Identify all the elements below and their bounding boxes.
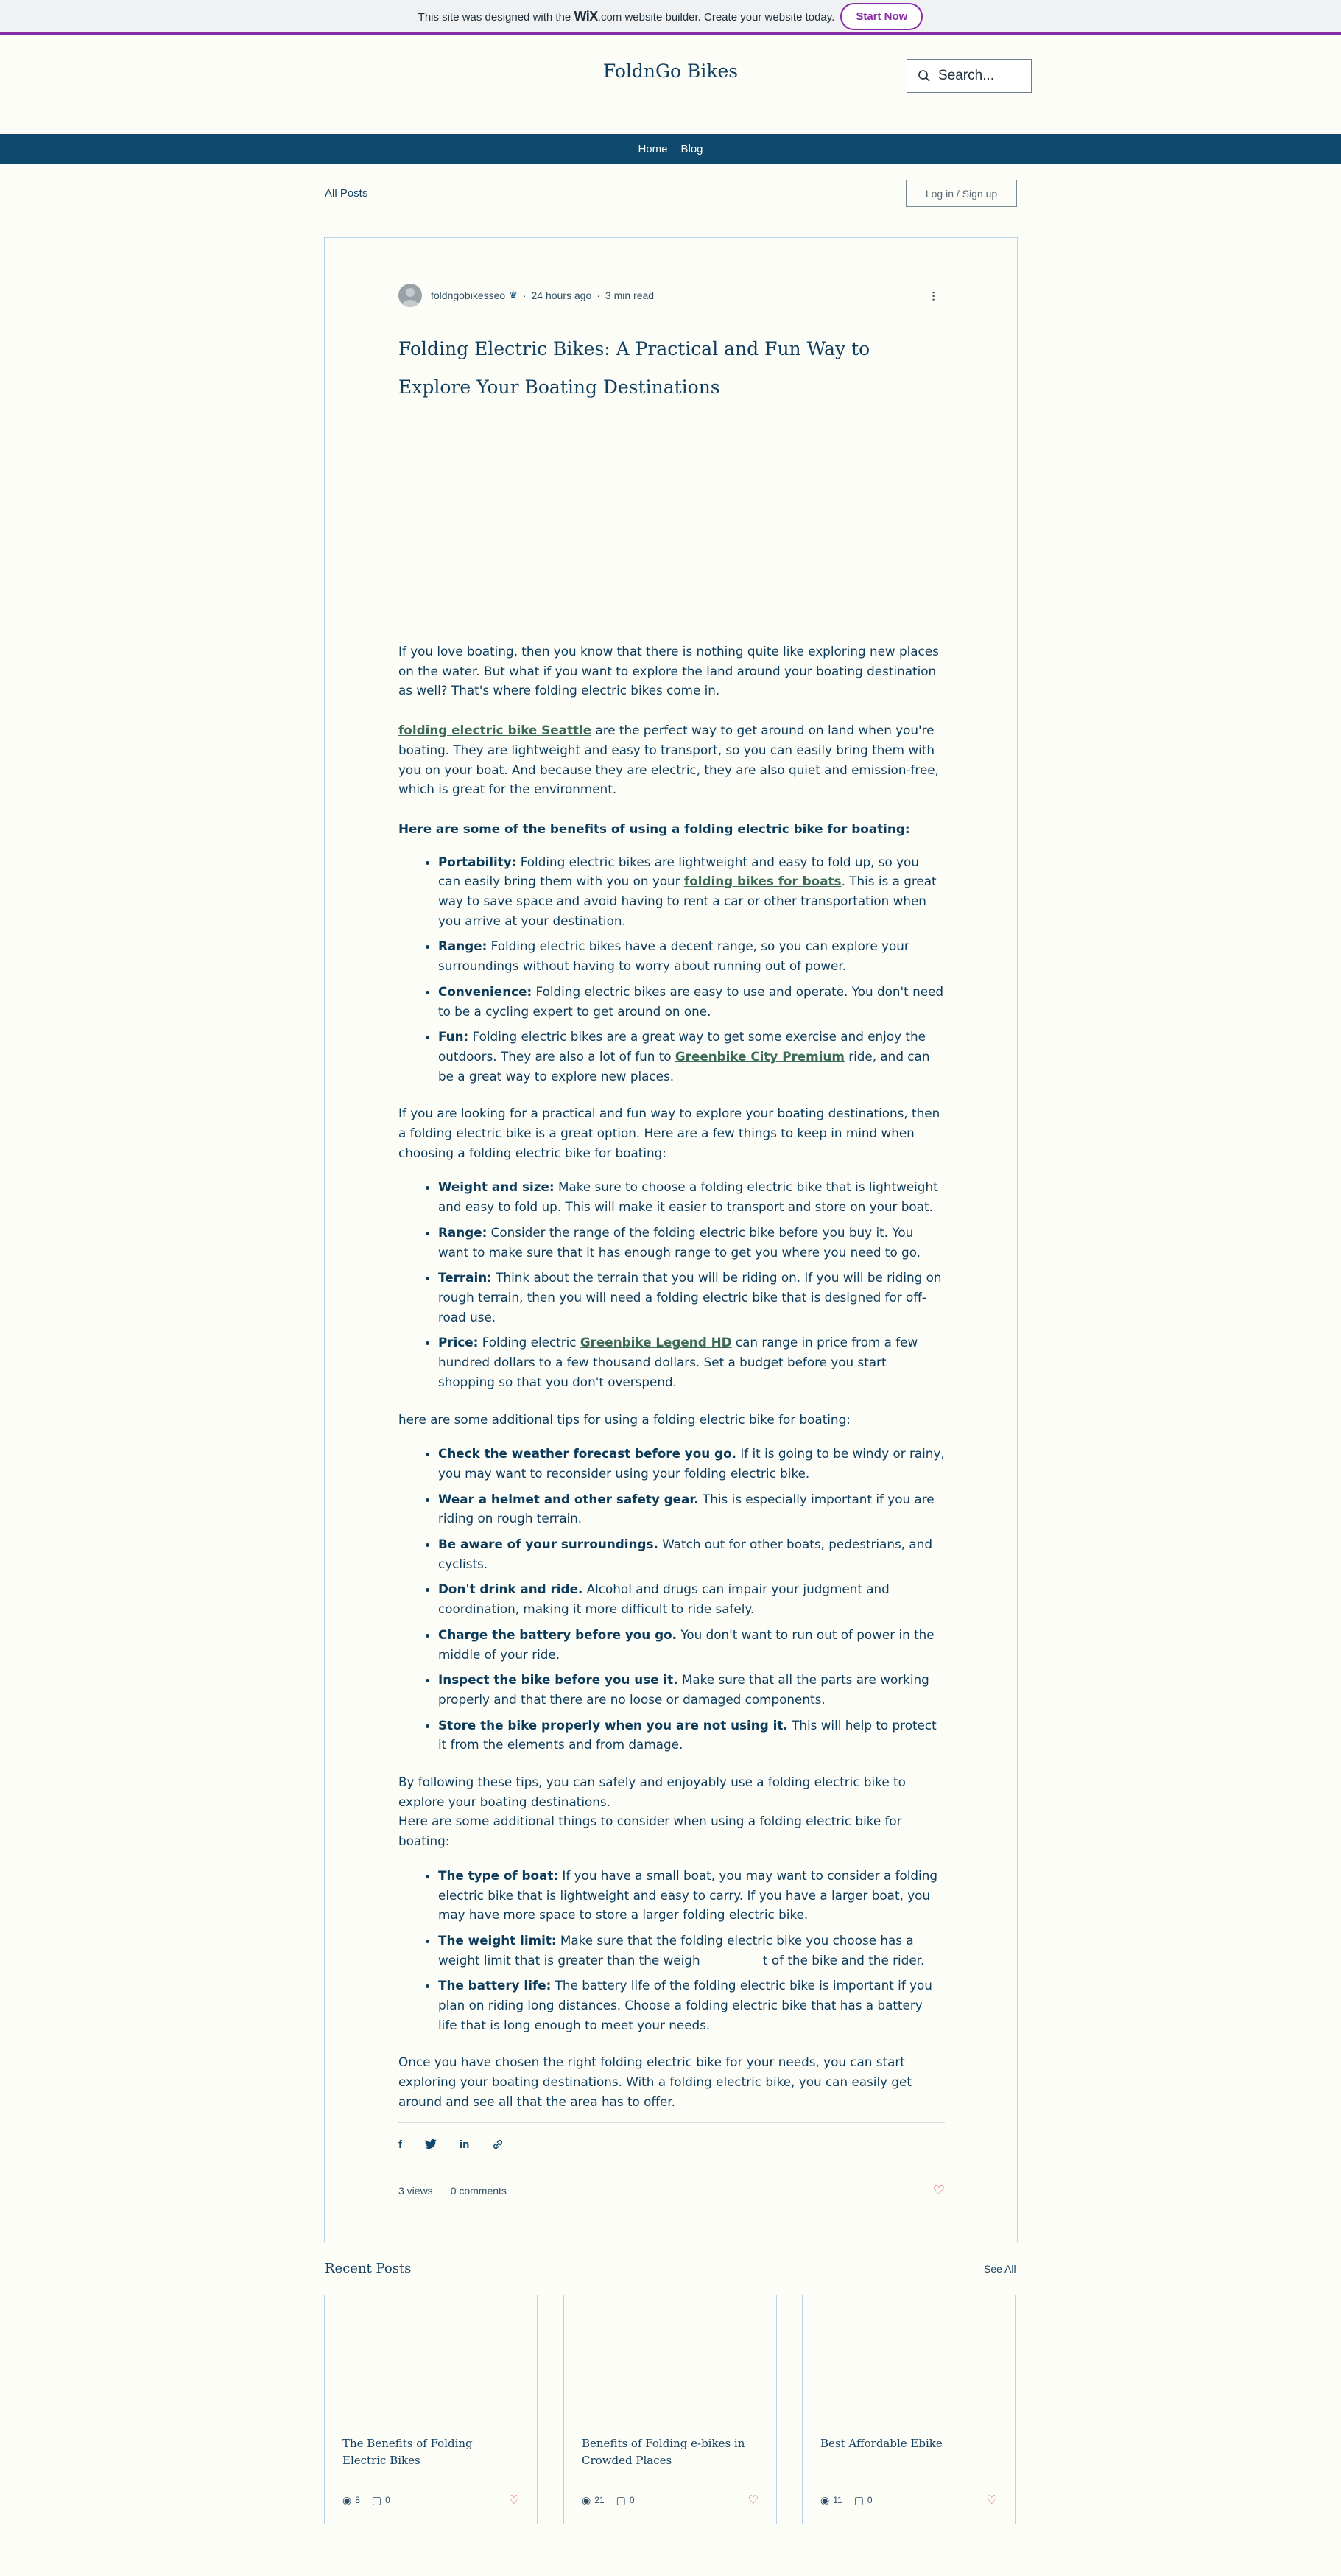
item-label: Range: [438,938,488,954]
item-text: Think about the terrain that you will be riding on. If you will be riding on rough terrain, then you will need a folding electric bike that is designed for off-road use. [438,1270,942,1324]
post-paragraph: If you are looking for a practical and fun way to explore your boating destinations, then a folding electric bike is a great option. Here are a few things to keep in mind when choosing a folding electric bike for boating: [398,1106,940,1160]
post-card [324,237,1018,2242]
item-text: Make sure that all the parts are working properly and that there are no loose or damaged components. [438,1672,929,1707]
list-item [438,982,945,1021]
item-text: Make sure that the folding electric bike you choose has a weight limit that is greater than the weigh t of the bike and the rider. [438,1932,925,1968]
post-paragraph [398,720,945,799]
paragraph-text: are the perfect way to get around on land when you're boating. They are lightweight and easy to transport, so you can easily bring them with you on your boat. And because they are electric, they are also quiet and emission-free, which is great for the environment. [398,723,939,797]
item-label: The weight limit: [438,1932,557,1948]
list-item [438,1716,945,1755]
item-label: Check the weather forecast before you go. [438,1446,736,1461]
eye-icon: ◉ [582,2493,591,2506]
item-label: Convenience: [438,983,532,999]
list-item [438,1976,945,2035]
benefits-heading: Here are some of the benefits of using a folding electric bike for boating: [398,821,910,836]
recent-post-card[interactable] [563,2295,777,2524]
search-icon [918,69,931,83]
wix-banner-text [418,9,835,24]
nav-item-blog[interactable]: Blog [680,142,703,155]
item-label: Charge the battery before you go. [438,1626,677,1642]
views-count: 11 [833,2495,842,2505]
meta-separator: · [522,289,527,301]
item-label: Store the bike properly when you are not using it. [438,1717,788,1733]
list-item [438,1625,945,1664]
list-item [438,1027,945,1086]
choose-list [438,1177,945,1391]
post-paragraph: Once you have chosen the right folding electric bike for your needs, you can start exploring your boating destinations. With a folding electric bike, you can easily get around and see all that the area has to offer. [398,2054,912,2109]
recent-post-title[interactable]: The Benefits of Folding Electric Bikes [342,2437,473,2467]
post-paragraph: By following these tips, you can safely and enjoyably use a folding electric bike to explore your boating destinations. [398,1775,906,1809]
list-item [438,936,945,975]
item-label: The type of boat: [438,1867,559,1883]
heart-icon[interactable]: ♡ [508,2494,519,2507]
eye-icon: ◉ [820,2493,830,2506]
link-icon[interactable] [491,2138,504,2151]
item-text: Folding electric bikes have a decent range, so you can explore your surroundings without having to worry about running out of power. [438,938,909,974]
recent-posts-heading: Recent Posts [325,2261,412,2276]
item-label: Weight and size: [438,1179,555,1195]
recent-post-title[interactable]: Best Affordable Ebike [820,2437,943,2450]
comment-icon: ▢ [853,2493,864,2506]
item-text: Make sure to choose a folding electric bike that is lightweight and easy to fold up. This will make it easier to transport and store on your boat. [438,1179,938,1215]
item-label: Inspect the bike before you use it. [438,1672,678,1688]
inline-link[interactable]: folding bikes for boats [683,874,842,889]
banner-text-after: .com website builder. Create your website today. [597,10,835,24]
wix-logo: WiX [574,8,598,24]
comments-count: 0 [385,2495,390,2505]
list-item [438,1931,945,1970]
recent-post-stats [820,2493,997,2507]
item-text: Consider the range of the folding electric bike before you buy it. You want to make sure that it has enough range to get you where you need to go. [438,1224,921,1260]
list-item [438,1444,945,1483]
item-label: The battery life: [438,1978,552,1993]
login-signup-button[interactable]: Log in / Sign up [906,180,1017,207]
inline-link[interactable]: Greenbike City Premium [675,1048,845,1064]
item-text: Watch out for other boats, pedestrians, and cyclists. [438,1537,932,1571]
list-item [438,1534,945,1573]
item-text: If you have a small boat, you may want to consider a folding electric bike that is lightweight and easy to carry. If you have a larger boat, you may have more space to store a larger folding electric bike. [438,1867,938,1923]
more-actions-icon[interactable]: ··· [926,290,942,301]
twitter-icon[interactable] [424,2138,437,2150]
views-count: 21 [594,2495,605,2505]
divider [398,2122,945,2123]
item-text: can range in price from a few hundred dollars to a few thousand dollars. Set a budget before you start shopping so that you don't overspend. [438,1335,918,1389]
post-time: 24 hours ago [531,289,592,301]
item-label: Portability: [438,854,517,869]
views-count: 3 views [398,2184,433,2197]
post-stats [398,2183,945,2198]
recent-post-title[interactable]: Benefits of Folding e-bikes in Crowded Places [582,2437,745,2467]
read-time: 3 min read [605,289,655,301]
recent-post-stats [342,2493,519,2507]
avatar[interactable] [398,284,422,307]
inline-link[interactable]: Greenbike Legend HD [580,1335,732,1350]
item-text: You don't want to run out of power in the middle of your ride. [438,1626,935,1662]
heart-icon[interactable]: ♡ [986,2494,997,2507]
all-posts-link[interactable]: All Posts [325,187,368,200]
item-text: The battery life of the folding electric bike is important if you plan on riding long distances. Choose a folding electric bike that has a battery life that is long enough to meet your needs. [438,1978,932,2032]
linkedin-icon[interactable]: in [460,2138,470,2151]
consider-list [438,1866,945,2035]
search-input[interactable] [938,68,1027,84]
views-count: 8 [355,2495,360,2505]
list-item [438,852,945,931]
list-item [438,1579,945,1618]
comment-icon: ▢ [616,2493,626,2506]
item-label: Terrain: [438,1270,492,1285]
crown-icon: ♛ [509,289,518,301]
post-title: Folding Electric Bikes: A Practical and Fun Way to Explore Your Boating Destinations [398,338,870,398]
eye-icon: ◉ [342,2493,352,2506]
heart-icon[interactable]: ♡ [932,2183,945,2197]
item-text: Folding electric bikes are lightweight and easy to fold up, so you can easily bring them with you on your [438,854,919,889]
wix-banner [0,0,1341,35]
item-label: Fun: [438,1029,469,1045]
meta-separator: · [596,289,600,301]
item-text: If it is going to be windy or rainy, you may want to reconsider using your folding electric bike. [438,1446,945,1481]
start-now-button[interactable]: Start Now [840,3,923,30]
nav-item-home[interactable]: Home [638,142,668,155]
item-text: This will help to protect it from the elements and from damage. [438,1717,937,1752]
list-item [438,1333,945,1391]
recent-post-stats [582,2493,759,2507]
share-bar [398,2136,504,2152]
item-label: Don't drink and ride. [438,1582,583,1597]
main-nav [0,134,1341,164]
comments-count[interactable]: 0 comments [450,2184,507,2197]
tips-list [438,1444,945,1755]
list-item [438,1223,945,1262]
comments-count: 0 [629,2495,635,2505]
list-item [438,1866,945,1925]
post-paragraph: If you love boating, then you know that there is nothing quite like exploring new places on the water. But what if you want to explore the land around your boating destination as well? That's where folding electric bikes come in. [398,644,939,698]
list-item [438,1177,945,1216]
see-all-link[interactable]: See All [984,2263,1016,2275]
post-paragraph: here are some additional tips for using a folding electric bike for boating: [398,1411,851,1427]
banner-text-before: This site was designed with the [418,10,574,24]
search-box[interactable] [907,59,1032,93]
list-item [438,1268,945,1327]
post-meta [398,284,945,307]
user-icon [398,284,422,307]
item-text: Folding electric [478,1335,580,1350]
item-text: ride, and can be a great way to explore new places. [438,1048,930,1084]
item-label: Wear a helmet and other safety gear. [438,1491,699,1506]
recent-post-card[interactable] [802,2295,1016,2524]
site-title[interactable]: FoldnGo Bikes [602,60,739,82]
list-item [438,1670,945,1709]
recent-post-card[interactable] [324,2295,538,2524]
post-paragraph: Here are some additional things to consider when using a folding electric bike for boating: [398,1814,902,1849]
item-text: Alcohol and drugs can impair your judgment and coordination, making it more difficult to ride safely. [438,1582,890,1617]
item-text: Folding electric bikes are easy to use and operate. You don't need to be a cycling expert to get around on one. [438,983,944,1019]
item-text: . This is a great way to save space and avoid having to rent a car or other transportation when you arrive at your destination. [438,874,937,928]
item-text: This is especially important if you are riding on rough terrain. [438,1491,935,1526]
comments-count: 0 [867,2495,873,2505]
list-item [438,1489,945,1529]
heart-icon[interactable]: ♡ [747,2494,759,2507]
item-label: Range: [438,1224,488,1240]
item-label: Price: [438,1335,479,1350]
comment-icon: ▢ [371,2493,382,2506]
item-text: Folding electric bikes are a great way to get some exercise and enjoy the outdoors. They are also a lot of fun to [438,1029,926,1064]
author-name[interactable]: foldngobikesseo [431,289,506,301]
inline-link[interactable]: folding electric bike Seattle [398,723,592,738]
item-label: Be aware of your surroundings. [438,1537,658,1552]
benefits-list [438,852,945,1087]
post-body [398,642,945,2132]
facebook-icon[interactable]: f [398,2138,402,2151]
